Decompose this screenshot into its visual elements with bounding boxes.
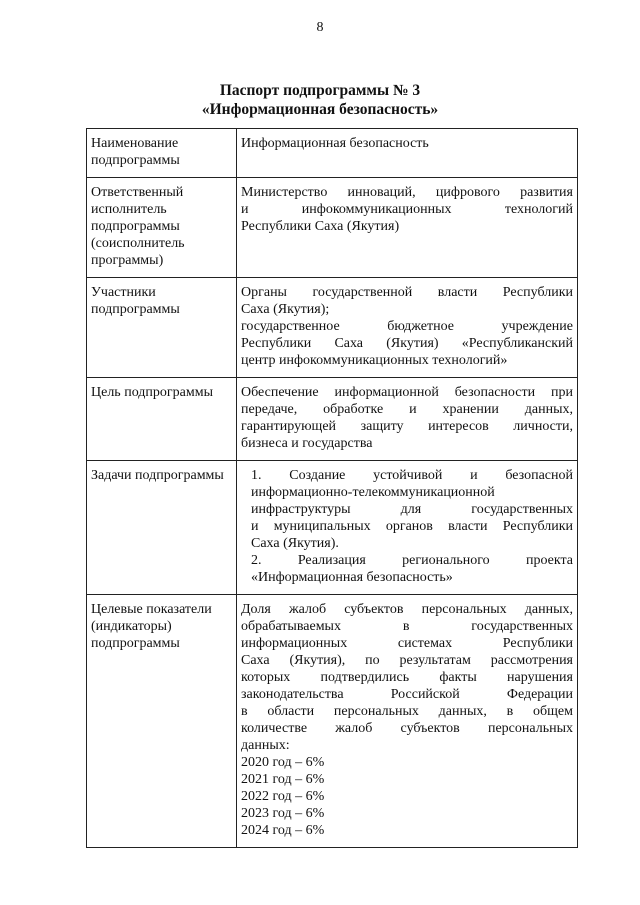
row-label: Наименование подпрограммы (87, 129, 237, 178)
row-value (237, 129, 578, 178)
value-line: и муниципальных органов власти Республики (251, 519, 573, 534)
year-value-line: 2021 год – 6% (241, 772, 325, 787)
value-line: информационно-телекоммуникационной (251, 485, 495, 500)
value-line: гарантирующей защиту интересов личности, (241, 419, 573, 434)
title-line-1: Паспорт подпрограммы № 3 (219, 82, 421, 99)
page-number: 8 (316, 20, 324, 35)
value-line: информационных системах Республики (241, 636, 573, 651)
value-line: инфраструктуры для государственных (251, 502, 573, 517)
row-value (237, 595, 578, 848)
year-value-line: 2023 год – 6% (241, 806, 325, 821)
table-row (87, 278, 578, 378)
value-line: Республики Саха (Якутия) «Республиканский (241, 336, 573, 351)
row-value (237, 278, 578, 378)
row-value (237, 378, 578, 461)
value-line: 2. Реализация регионального проекта (251, 553, 573, 568)
table-row (87, 461, 578, 595)
value-line: передаче, обработке и хранении данных, (241, 402, 573, 417)
document-title (0, 81, 640, 119)
value-line: центр инфокоммуникационных технологий» (241, 353, 508, 368)
value-line: количестве жалоб субъектов персональных (241, 721, 573, 736)
row-label: Целевые показатели (индикаторы) подпрограммы (87, 595, 237, 848)
year-value-line: 2022 год – 6% (241, 789, 325, 804)
row-value (237, 178, 578, 278)
value-line: Органы государственной власти Республики (241, 285, 573, 300)
row-label: Цель подпрограммы (87, 378, 237, 461)
value-line: 1. Создание устойчивой и безопасной (251, 468, 573, 483)
row-label: Задачи подпрограммы (87, 461, 237, 595)
value-line: государственное бюджетное учреждение (241, 319, 573, 334)
table-row (87, 129, 578, 178)
value-line: Саха (Якутия), по результатам рассмотрения (241, 653, 573, 668)
row-value (237, 461, 578, 595)
value-line: Министерство инноваций, цифрового развития (241, 185, 573, 200)
row-label: Участники подпрограммы (87, 278, 237, 378)
value-line: Доля жалоб субъектов персональных данных, (241, 602, 573, 617)
value-line: обрабатываемых в государственных (241, 619, 573, 634)
table-row (87, 595, 578, 848)
title-line-2: «Информационная безопасность» (201, 101, 439, 118)
value-line: и инфокоммуникационных технологий (241, 202, 573, 217)
value-line: Информационная безопасность (241, 136, 429, 151)
value-line: Саха (Якутия); (241, 302, 330, 317)
passport-table (86, 128, 578, 848)
year-value-line: 2020 год – 6% (241, 755, 325, 770)
table-row (87, 178, 578, 278)
value-line: Республики Саха (Якутия) (241, 219, 400, 234)
table-row (87, 378, 578, 461)
value-line: в области персональных данных, в общем (241, 704, 573, 719)
value-line: Саха (Якутия). (251, 536, 339, 551)
value-line: бизнеса и государства (241, 436, 373, 451)
year-value-line: 2024 год – 6% (241, 823, 325, 838)
value-line: законодательства Российской Федерации (241, 687, 573, 702)
row-label: Ответственный исполнитель подпрограммы (соисполнитель программы) (87, 178, 237, 278)
value-line: данных: (241, 738, 290, 753)
value-line: «Информационная безопасность» (251, 570, 453, 585)
value-line: Обеспечение информационной безопасности при (241, 385, 573, 400)
value-line: которых подтвердились факты нарушения (241, 670, 573, 685)
